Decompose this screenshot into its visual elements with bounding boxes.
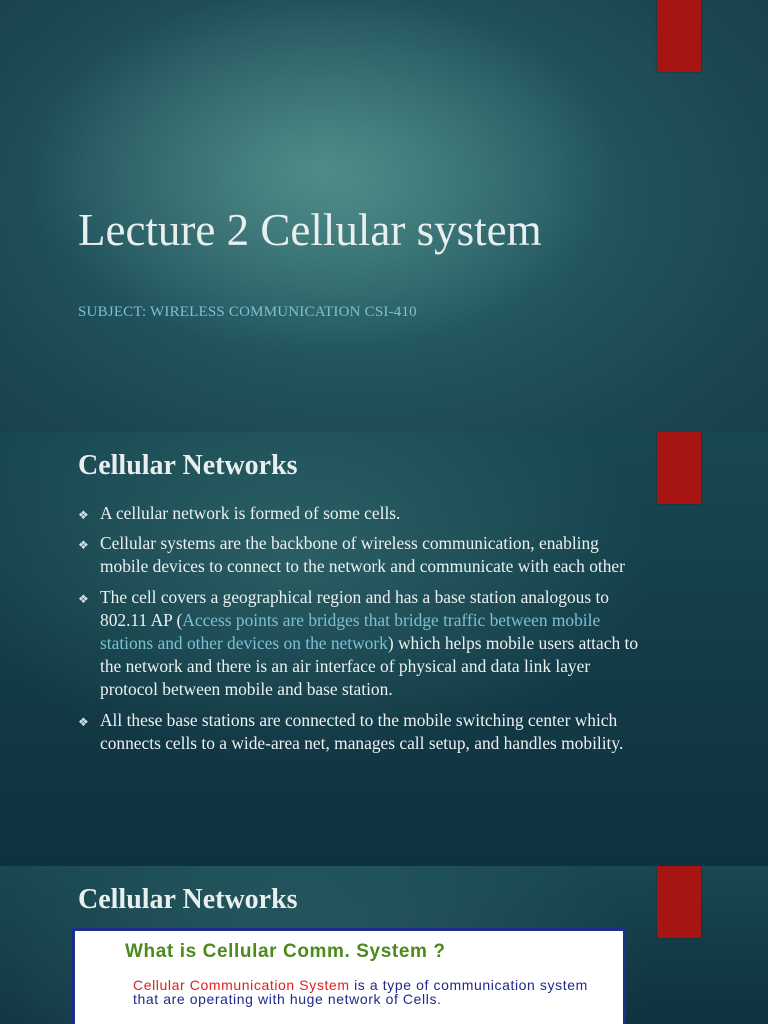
bullet-text: Cellular systems are the backbone of wireless communication, enabling mobile devices to connect to the network and communicate with each other bbox=[100, 533, 625, 577]
slide-subtitle: SUBJECT: WIRELESS COMMUNICATION CSI-410 bbox=[78, 304, 417, 320]
bullet-list bbox=[78, 502, 638, 762]
bullet-text-after: ) which helps mobile users attach to the network and there is an air interface of physical and data link layer protocol between mobile and base station. bbox=[100, 633, 639, 700]
section-title: Cellular Networks bbox=[78, 884, 298, 915]
section-title: Cellular Networks bbox=[78, 450, 298, 481]
accent-bar bbox=[657, 866, 701, 938]
bullet-text: All these base stations are connected to the mobile switching center which connects cells to a wide-area net, manages call setup, and handles mobility. bbox=[100, 709, 624, 753]
diamond-bullet-icon: ❖ bbox=[78, 714, 89, 729]
bullet-text: A cellular network is formed of some cells. bbox=[100, 503, 401, 523]
accent-bar bbox=[657, 432, 701, 504]
bullet-text-before: The cell covers a geographical region and has a base station analogous to 802.11 AP ( bbox=[100, 586, 609, 630]
slide-title-heading: Lecture 2 Cellular system bbox=[78, 205, 542, 255]
slide-title bbox=[0, 0, 768, 432]
diamond-bullet-icon: ❖ bbox=[78, 538, 89, 553]
definition-card bbox=[72, 928, 626, 1024]
bullet-highlight: Access points are bridges that bridge traffic between mobile stations and other devices on the network bbox=[100, 609, 601, 654]
bullet-item bbox=[78, 502, 638, 525]
card-title: What is Cellular Comm. System ? bbox=[125, 941, 446, 962]
diamond-bullet-icon: ❖ bbox=[78, 591, 89, 606]
accent-bar bbox=[657, 0, 701, 72]
bullet-item bbox=[78, 709, 638, 755]
card-body bbox=[133, 979, 593, 1006]
card-highlight: Cellular Communication System bbox=[133, 977, 350, 993]
diamond-bullet-icon: ❖ bbox=[78, 508, 89, 522]
card-body-text: is a type of communication system that are operating with huge network of Cells. bbox=[133, 977, 588, 1007]
slide-cellular-networks bbox=[0, 432, 768, 866]
bullet-item bbox=[78, 532, 638, 578]
bullet-item bbox=[78, 586, 638, 702]
slide-cellular-networks-2 bbox=[0, 866, 768, 1024]
